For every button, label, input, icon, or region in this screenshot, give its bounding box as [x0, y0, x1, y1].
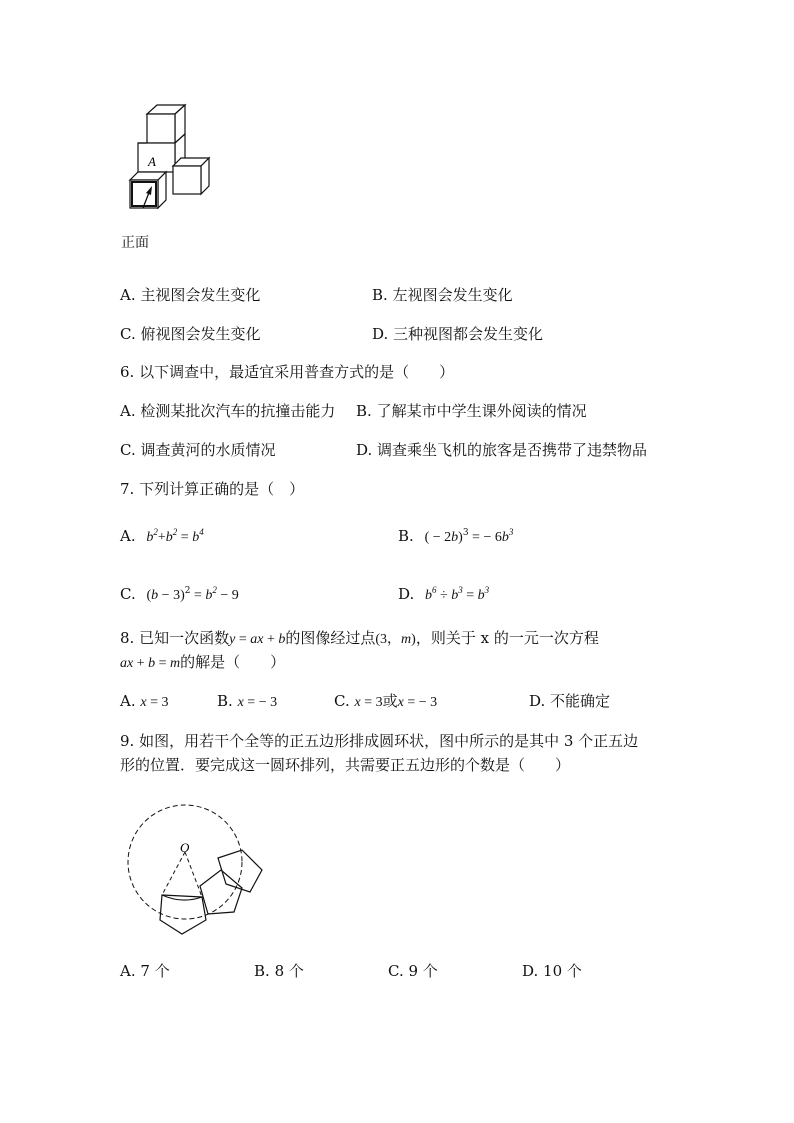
cube-a-label: A — [148, 154, 156, 169]
q5-option-c: C. 俯视图会发生变化 — [120, 325, 261, 343]
q8-option-a: A. x = 3 — [120, 692, 169, 710]
q5-option-a: A. 主视图会发生变化 — [120, 286, 261, 304]
q5-option-d: D. 三种视图都会发生变化 — [372, 325, 544, 343]
q7-option-b: B. ( − 2b)$^3$ = − $6b^3$ — [398, 527, 514, 545]
q8-option-d: D. 不能确定 — [529, 692, 611, 710]
q7-option-d: D. $b^6 \div b^3 = b^3$ — [398, 585, 490, 603]
q8-stem-line2: ax + b = m的解是（ ） — [120, 653, 286, 671]
q8-stem-line1: 8. 已知一次函数y = ax + b的图像经过点(3，m)，则关于 x 的一元一次方程 — [120, 629, 599, 647]
q7-option-a: A. $b^2+b^2 = b^4$ — [120, 527, 204, 545]
q9-option-c: C. 9 个 — [388, 962, 438, 980]
q7-stem: 7. 下列计算正确的是（ ） — [120, 480, 305, 498]
q9-option-d: D. 10 个 — [522, 962, 582, 980]
q6-stem: 6. 以下调查中，最适宜采用普查方式的是（ ） — [120, 363, 455, 381]
q6-option-a: A. 检测某批次汽车的抗撞击能力 — [120, 402, 336, 420]
q8-option-b: B. x = − 3 — [217, 692, 278, 710]
q9-stem-line1: 9. 如图，用若干个全等的正五边形排成圆环状，图中所示的是其中 3 个正五边 — [120, 732, 639, 750]
q5-option-b: B. 左视图会发生变化 — [372, 286, 513, 304]
q8-option-c: C. x = 3或x = − 3 — [334, 692, 438, 710]
q6-option-d: D. 调查乘坐飞机的旅客是否携带了违禁物品 — [356, 441, 648, 459]
q9-stem-line2: 形的位置．要完成这一圆环排列，共需要正五边形的个数是（ ） — [120, 756, 571, 774]
q6-option-b: B. 了解某市中学生课外阅读的情况 — [356, 402, 587, 420]
q9-option-a: A. 7 个 — [120, 962, 170, 980]
center-o-label: O — [180, 840, 190, 855]
q7-option-c: C. $(b - 3)^2 = b^2 - 9$ — [120, 585, 239, 603]
cube-stack-figure — [110, 100, 230, 250]
front-label: 正面 — [121, 235, 149, 251]
q6-option-c: C. 调查黄河的水质情况 — [120, 441, 276, 459]
q9-option-b: B. 8 个 — [254, 962, 304, 980]
pentagon-ring-figure — [122, 792, 272, 942]
